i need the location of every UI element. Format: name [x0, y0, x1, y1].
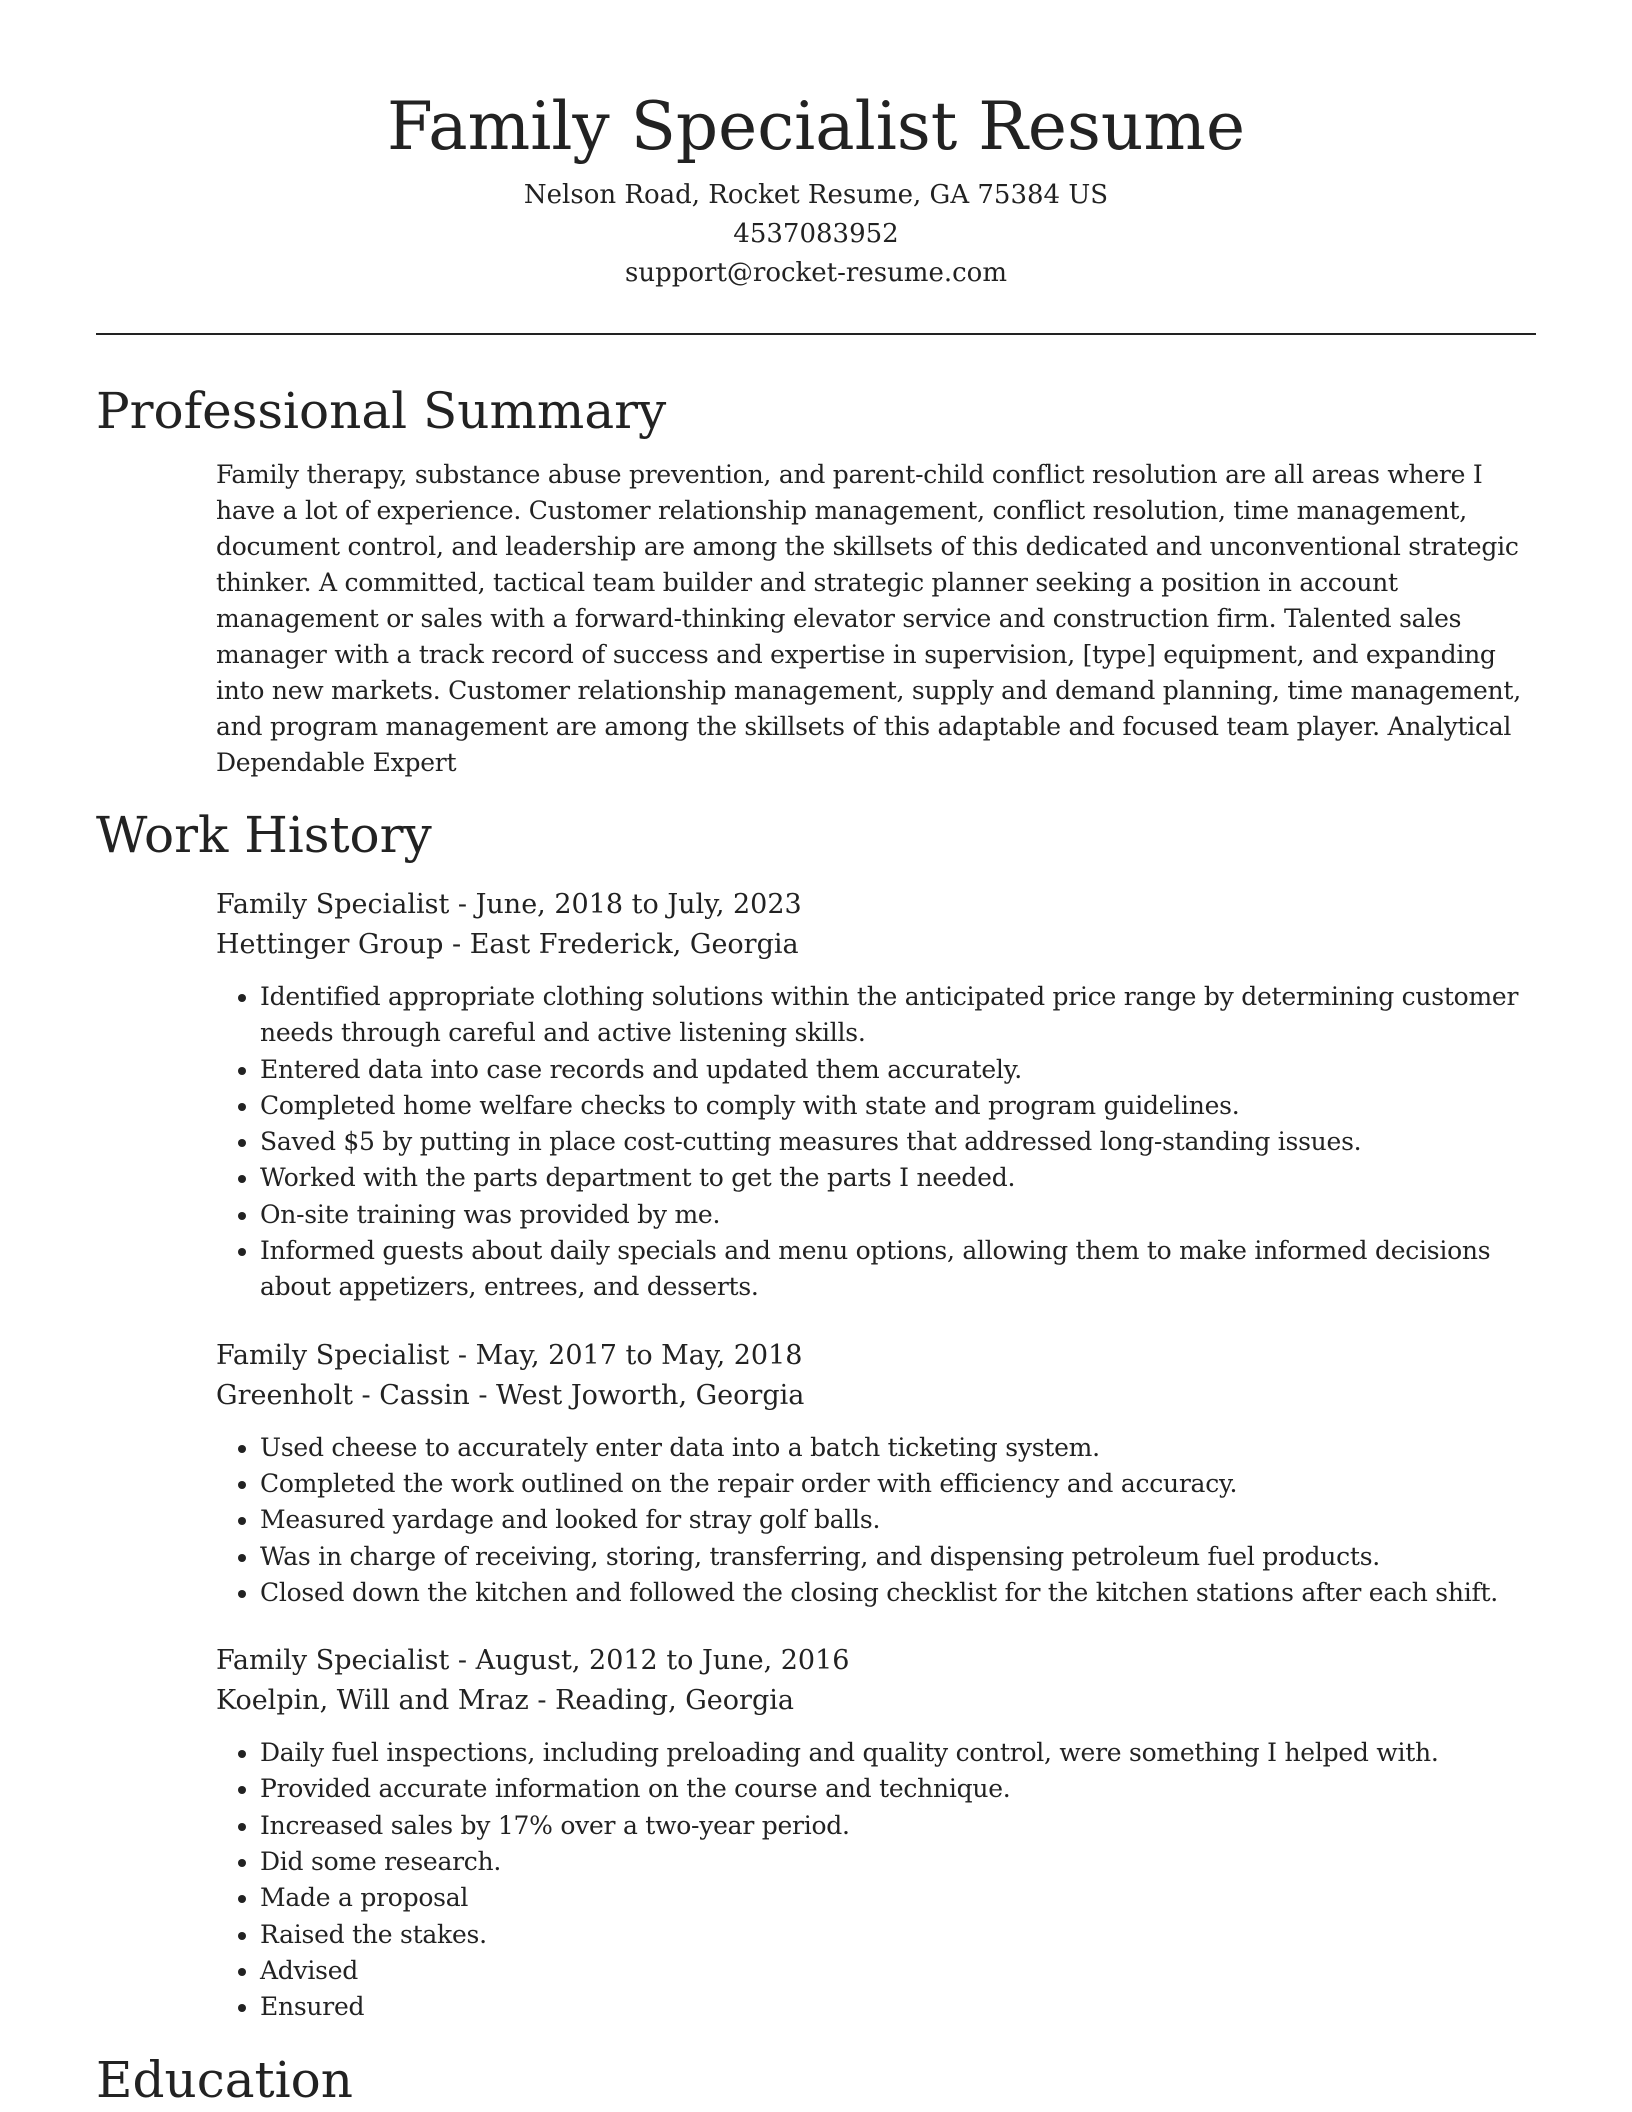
job-bullets [216, 1430, 1536, 1611]
job-dates: August, 2012 to June, 2016 [475, 1645, 850, 1677]
job-bullet: • Was in charge of receiving, storing, transferring, and dispensing petroleum fuel products. [260, 1539, 1536, 1575]
job-company-line: Greenholt - Cassin - West Joworth, Georgia [216, 1379, 805, 1411]
education-heading: Education [96, 2050, 353, 2109]
contact-address: Nelson Road, Rocket Resume, GA 75384 US [523, 180, 1109, 210]
job-location: Reading, Georgia [555, 1685, 794, 1717]
resume-page [96, 0, 1536, 2112]
job-bullet: • Completed home welfare checks to comply with state and program guidelines. [260, 1088, 1536, 1124]
job-title-line: Family Specialist - June, 2018 to July, 2023 [216, 889, 802, 920]
job-title-line: Family Specialist - August, 2012 to June, 2016 [216, 1645, 850, 1677]
job-bullet: • Worked with the parts department to get the parts I needed. [260, 1160, 1536, 1196]
job-location: West Joworth, Georgia [496, 1379, 805, 1411]
summary-heading: Professional Summary [96, 382, 667, 440]
job-entry [216, 1641, 1536, 2025]
job-bullet: • Identified appropriate clothing solutions within the anticipated price range by determining customer needs through careful and active listening skills. [260, 979, 1536, 1052]
job-bullet: • Did some research. [260, 1844, 1536, 1880]
job-bullet: • Daily fuel inspections, including preloading and quality control, were something I helped with. [260, 1735, 1536, 1771]
job-bullet: • Ensured [260, 1989, 1536, 2025]
job-bullet: • Made a proposal [260, 1880, 1536, 1916]
job-bullet: • Saved $5 by putting in place cost-cutting measures that addressed long-standing issues. [260, 1124, 1536, 1160]
job-bullet: • On-site training was provided by me. [260, 1197, 1536, 1233]
job-bullet: • Raised the stakes. [260, 1917, 1536, 1953]
job-bullets [216, 979, 1536, 1306]
job-bullet: • Increased sales by 17% over a two-year period. [260, 1808, 1536, 1844]
contact-phone: 4537083952 [733, 219, 899, 249]
job-role: Family Specialist [216, 889, 450, 920]
job-bullet: • Completed the work outlined on the repair order with efficiency and accuracy. [260, 1466, 1536, 1502]
job-company-line: Koelpin, Will and Mraz - Reading, Georgia [216, 1685, 794, 1717]
contact-email: support@rocket-resume.com [624, 258, 1007, 288]
job-bullet: • Provided accurate information on the course and technique. [260, 1771, 1536, 1807]
job-dates: June, 2018 to July, 2023 [475, 889, 802, 920]
job-dates: May, 2017 to May, 2018 [475, 1339, 803, 1371]
job-bullet: • Advised [260, 1953, 1536, 1989]
summary-text: Family therapy, substance abuse prevention, and parent-child conflict resolution are all areas where I have a lot of experience. Customer relationship management, conflict resolution, time management, document control, and leadership are among the skillsets of this dedicated and unconventional strategic thinker. A committed, tactical team builder and strategic planner seeking a position in account management or sales with a forward-thinking elevator service and construction firm. Talented sales manager with a track record of success and expertise in supervision, [type] equipment, and expanding into new markets. Customer relationship management, supply and demand planning, time management, and program management are among the skillsets of this adaptable and focused team player. Analytical Dependable Expert [216, 460, 1521, 777]
job-entry [216, 885, 1536, 1306]
resume-header [96, 0, 1536, 293]
work-history-heading: Work History [96, 806, 432, 864]
job-company-line: Hettinger Group - East Frederick, Georgia [216, 929, 799, 960]
summary-section [216, 457, 1536, 781]
job-location: East Frederick, Georgia [469, 929, 799, 960]
job-bullet: • Used cheese to accurately enter data into a batch ticketing system. [260, 1430, 1536, 1466]
job-bullet: • Closed down the kitchen and followed the closing checklist for the kitchen stations after each shift. [260, 1575, 1536, 1611]
job-bullet: • Informed guests about daily specials and menu options, allowing them to make informed decisions about appetizers, entrees, and desserts. [260, 1233, 1536, 1306]
resume-title: Family Specialist Resume [386, 88, 1246, 165]
job-entry [216, 1336, 1536, 1611]
work-history-section [216, 885, 1536, 2026]
job-bullets [216, 1735, 1536, 2025]
job-role: Family Specialist [216, 1645, 450, 1677]
job-title-line: Family Specialist - May, 2017 to May, 2018 [216, 1339, 803, 1371]
job-company: Hettinger Group [216, 929, 444, 960]
contact-block [96, 176, 1536, 293]
job-bullet: • Entered data into case records and updated them accurately. [260, 1052, 1536, 1088]
job-bullet: • Measured yardage and looked for stray golf balls. [260, 1502, 1536, 1538]
header-divider [96, 333, 1536, 335]
job-company: Koelpin, Will and Mraz [216, 1685, 529, 1717]
job-company: Greenholt - Cassin [216, 1379, 470, 1411]
job-role: Family Specialist [216, 1339, 450, 1371]
